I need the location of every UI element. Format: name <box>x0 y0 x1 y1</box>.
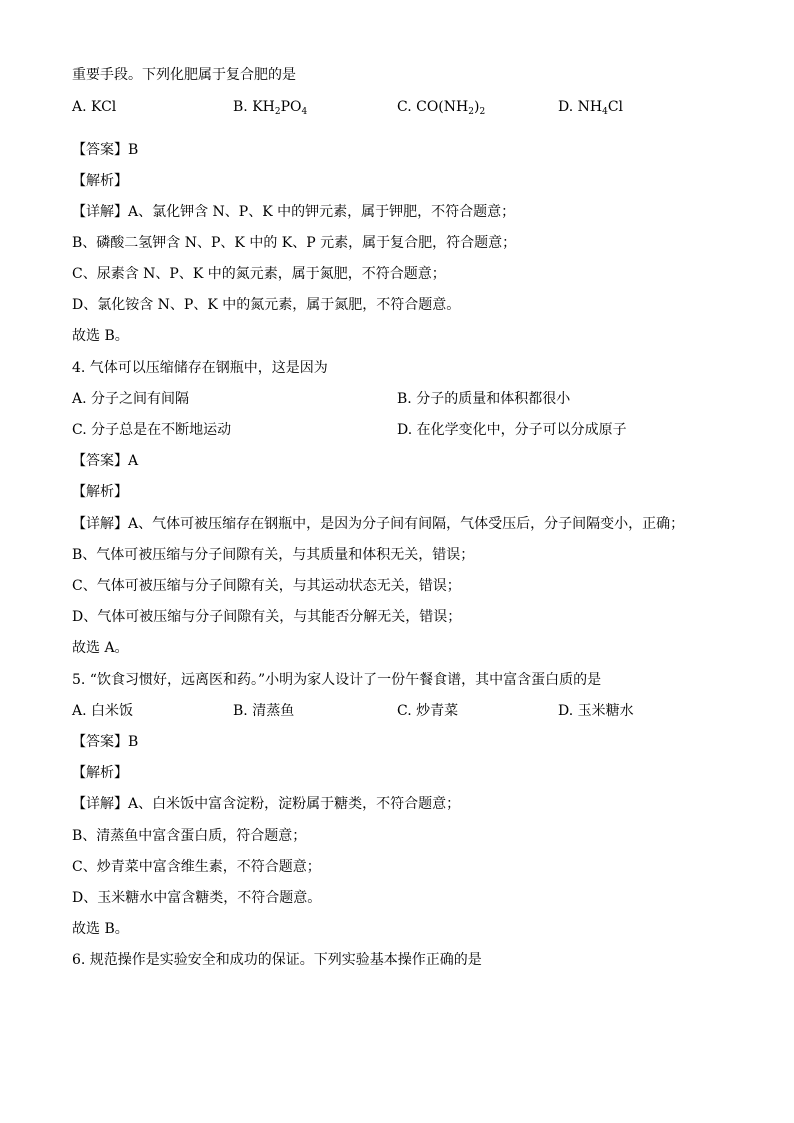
q4-stem: 4. 气体可以压缩储存在钢瓶中，这是因为 <box>72 360 328 376</box>
q3-option-b: B. $KH_2PO_4$ <box>233 99 308 117</box>
q4-option-a: A. 分子之间有间隔 <box>72 391 190 407</box>
q5-analysis-heading: 【解析】 <box>72 765 128 781</box>
q3-detail-c: C、尿素含 N、P、K 中的氮元素，属于氮肥，不符合题意； <box>72 266 446 282</box>
q3-option-d: D. $NH_4Cl$ <box>558 99 624 117</box>
q5-detail-d: D、玉米糖水中富含糖类，不符合题意。 <box>72 890 322 906</box>
q3-option-a: A. KCl <box>72 99 117 115</box>
q4-answer: 【答案】A <box>72 453 139 469</box>
q3-detail-a: 【详解】A、氯化钾含 N、P、K 中的钾元素，属于钾肥，不符合题意； <box>72 204 516 220</box>
q4-detail-b: B、气体可被压缩与分子间隙有关，与其质量和体积无关，错误； <box>72 547 475 563</box>
q5-options <box>72 702 732 720</box>
q5-stem: 5. “饮食习惯好，远离医和药。”小明为家人设计了一份午餐食谱，其中富含蛋白质的是 <box>72 672 602 688</box>
q5-detail-c: C、炒青菜中富含维生素，不符合题意； <box>72 859 321 875</box>
q3-analysis-heading: 【解析】 <box>72 173 128 189</box>
q5-option-a: A. 白米饭 <box>72 703 134 719</box>
q6-stem: 6. 规范操作是实验安全和成功的保证。下列实验基本操作正确的是 <box>72 952 482 968</box>
q4-option-d: D. 在化学变化中，分子可以分成原子 <box>397 422 627 438</box>
q4-analysis-heading: 【解析】 <box>72 484 128 500</box>
q5-detail-a: 【详解】A、白米饭中富含淀粉，淀粉属于糖类，不符合题意； <box>72 796 461 812</box>
q3-stem: 重要手段。下列化肥属于复合肥的是 <box>72 67 296 83</box>
q4-option-b: B. 分子的质量和体积都很小 <box>397 391 571 407</box>
q4-detail-c: C、气体可被压缩与分子间隙有关，与其运动状态无关，错误； <box>72 578 461 594</box>
q4-conclusion: 故选 A。 <box>72 640 129 656</box>
q4-options-row1 <box>72 390 732 408</box>
q4-options-row2 <box>72 421 732 439</box>
q5-option-d: D. 玉米糖水 <box>558 703 634 719</box>
q5-option-c: C. 炒青菜 <box>397 703 459 719</box>
q3-conclusion: 故选 B。 <box>72 328 129 344</box>
q4-detail-d: D、气体可被压缩与分子间隙有关，与其能否分解无关，错误； <box>72 609 462 625</box>
q3-detail-b: B、磷酸二氢钾含 N、P、K 中的 K、P 元素，属于复合肥，符合题意； <box>72 235 517 251</box>
q4-detail-a: 【详解】A、气体可被压缩存在钢瓶中，是因为分子间有间隔，气体受压后，分子间隔变小，正确； <box>72 516 685 532</box>
q5-detail-b: B、清蒸鱼中富含蛋白质，符合题意； <box>72 828 307 844</box>
q3-detail-d: D、氯化铵含 N、P、K 中的氮元素，属于氮肥，不符合题意。 <box>72 297 461 313</box>
q3-option-c: C. $CO(NH_2)_2$ <box>397 99 486 117</box>
q5-answer: 【答案】B <box>72 734 139 750</box>
q3-answer: 【答案】B <box>72 142 139 158</box>
q4-option-c: C. 分子总是在不断地运动 <box>72 422 232 438</box>
q5-option-b: B. 清蒸鱼 <box>233 703 295 719</box>
q5-conclusion: 故选 B。 <box>72 921 129 937</box>
q3-options <box>72 98 732 116</box>
